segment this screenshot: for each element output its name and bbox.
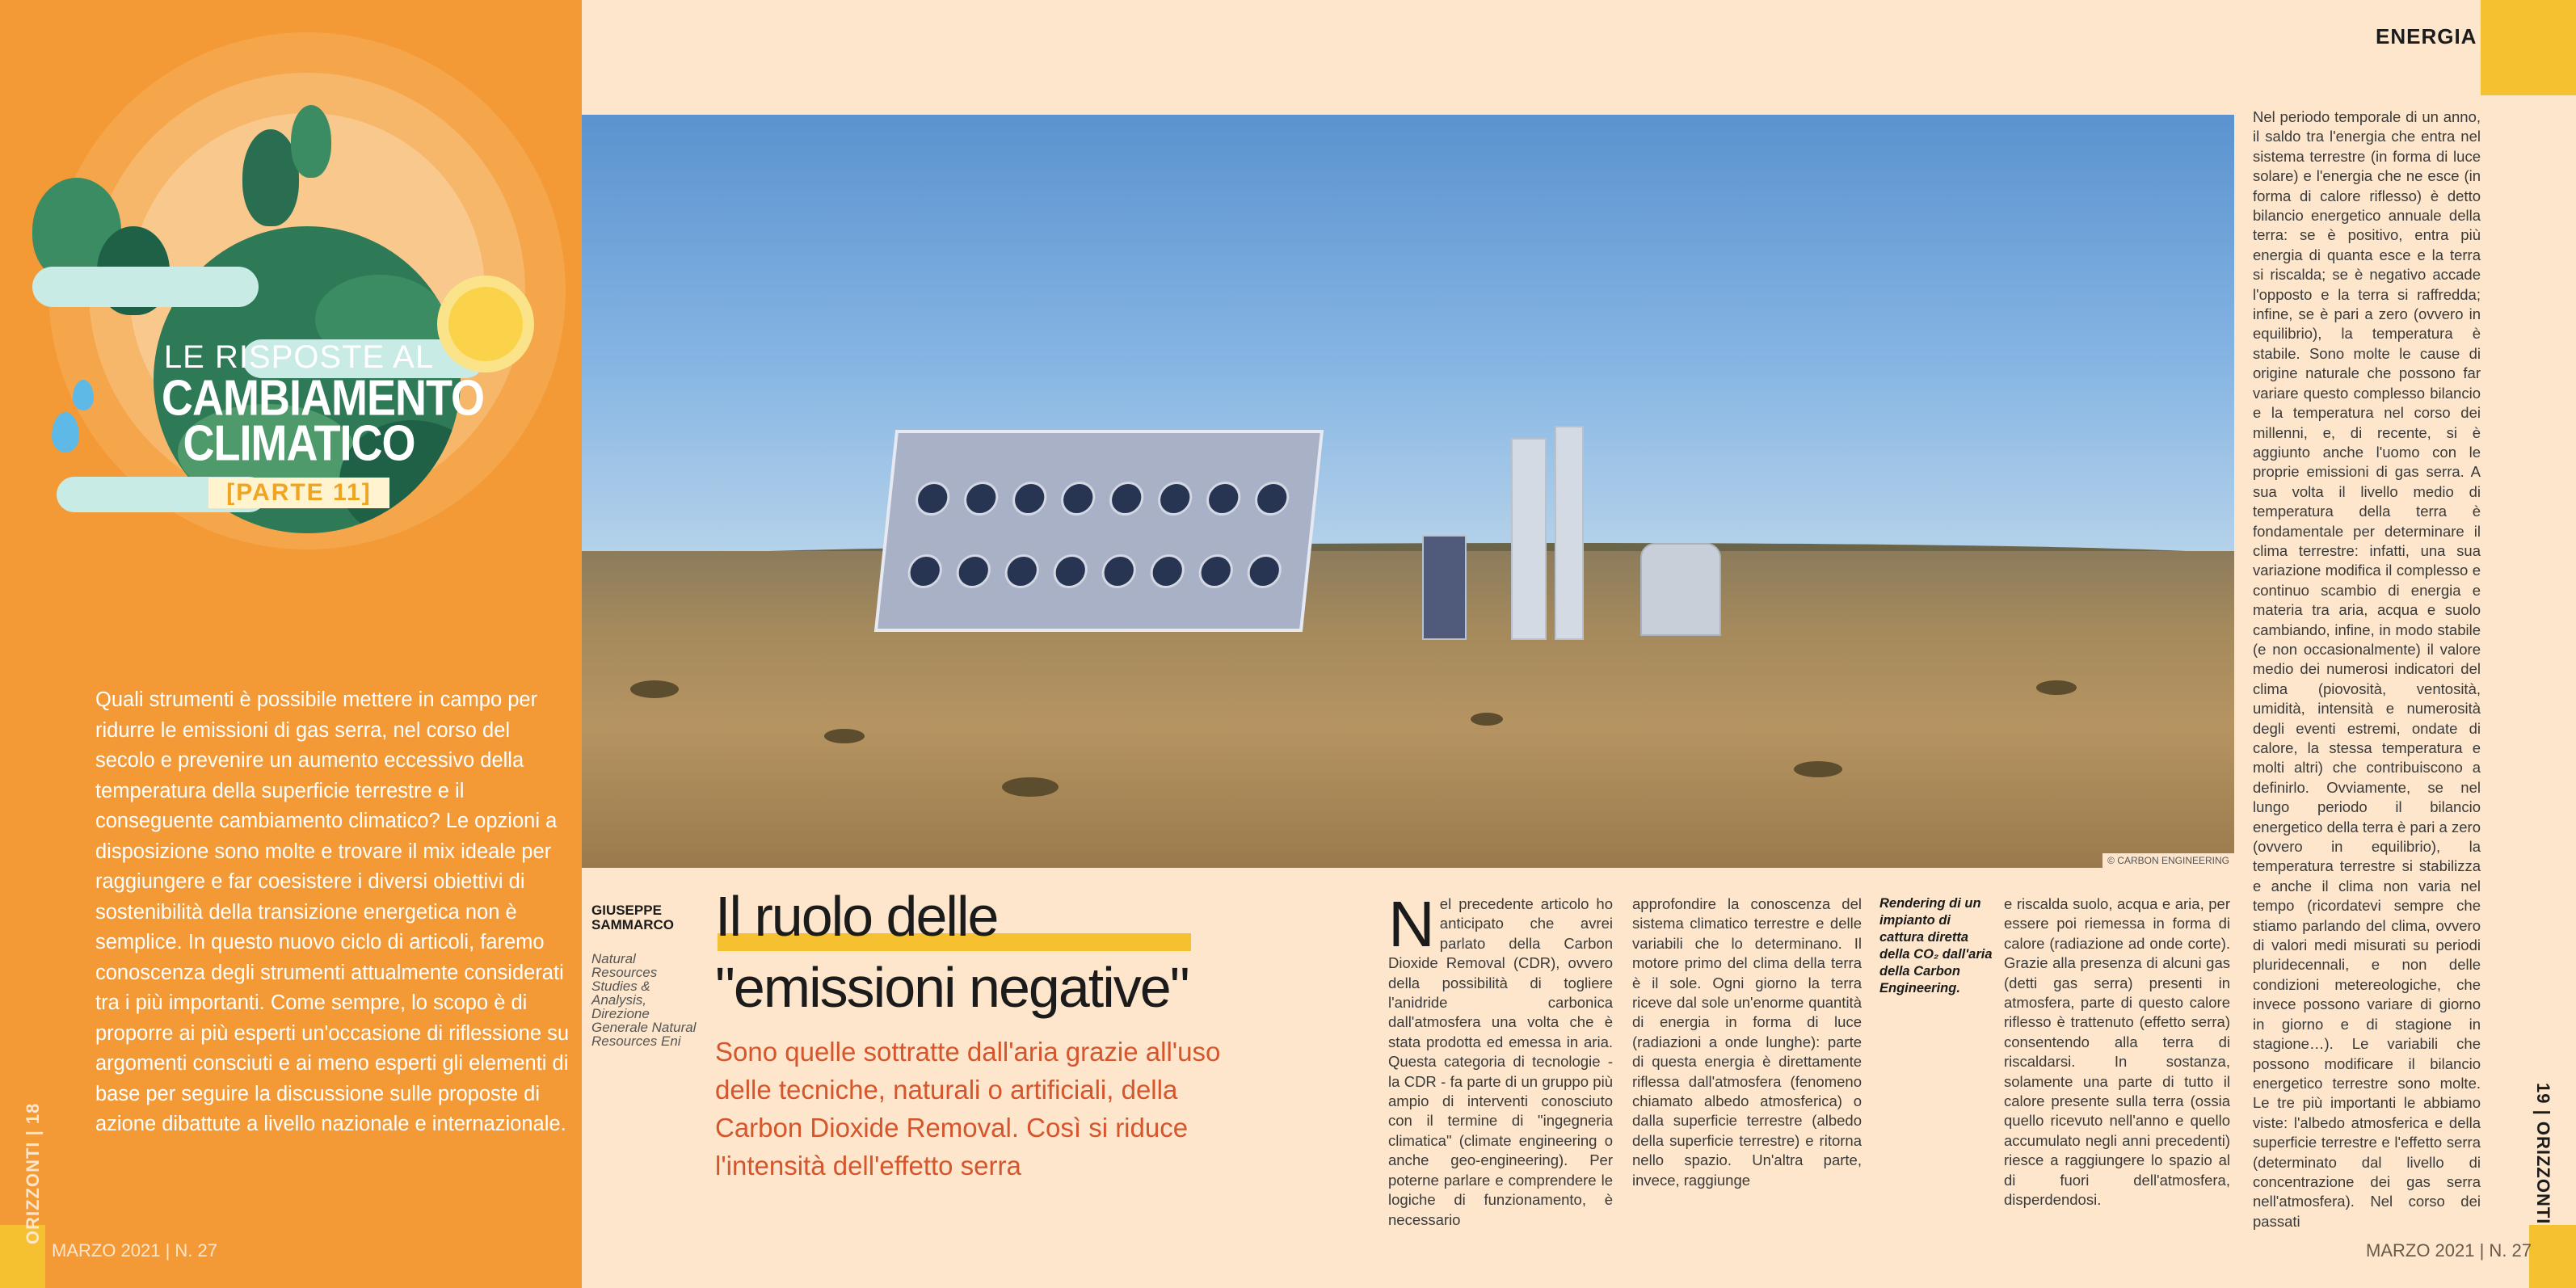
storage-tank bbox=[1640, 543, 1721, 636]
cloud-illustration bbox=[32, 267, 259, 307]
right-running-head: 19 | ORIZZONTI bbox=[2533, 1083, 2553, 1225]
drop-cap: N bbox=[1388, 888, 1435, 960]
article-column-2: approfondire la conoscenza del sistema climatico terrestre e delle variabili che lo determinano. Il motore primo del clima della terra è il sole. Ogni giorno la terra riceve dal sole un'enorme quantità di energia in forma di luce (radiazioni a onde lunghe): parte di questa energia è direttamente riflessa dall'atmosfera (fenomeno chiamato albedo atmosferica) o dalla superficie terrestre (albedo della superficie terrestre) e ritorna nello spazio. Un'altra parte, invece, raggiunge bbox=[1632, 895, 1862, 1189]
intro-paragraph: Quali strumenti è possibile mettere in campo per ridurre le emissioni di gas serra, nel corso del secolo e prevenire un aumento eccessivo della temperatura della superficie terrestre e il conseguente cambiamento climatico? Le opzioni a disposizione sono molte e trovare il mix ideale per raggiungere e far coesistere i diversi obiettivi di sostenibilità della transizione energetica non è semplice. In questo nuovo ciclo di articoli, faremo conoscenza degli strumenti attualmente considerati tra i più importanti. Come sempre, lo scopo è di proporre ai più esperti un'occasione di riflessione su argomenti consciuti e ai meno esperti gli elementi di base per seguire la discussione sulle proposte di azione dibattute a livello nazionale e internazionale. bbox=[95, 688, 570, 1135]
author-name: GIUSEPPE SAMMARCO bbox=[591, 903, 674, 932]
headline-line1: Il ruolo delle bbox=[715, 885, 998, 948]
series-part-label: [PARTE 11] bbox=[208, 478, 389, 508]
process-tower bbox=[1511, 438, 1547, 640]
series-title-line1: LE RISPOSTE AL bbox=[163, 339, 435, 375]
column-text: el precedente articolo ho anticipato che avrei parlato della Carbon Dioxide Removal (CDR), ovvero della possibilità di togliere l'anidride carbonica dall'atmosfera una volta che è stata prodotta ed emessa in aria. Questa categoria di tecnologie - la CDR - fa parte di un gruppo più ampio di interventi conosciuto con il termine di "ingegneria climatica" (climate engineering o anche geo-engineering). Per poterne parlare e comprendere le logiche di funzionamento, è necessario bbox=[1388, 895, 1613, 1228]
article-headline bbox=[715, 881, 1189, 1023]
right-footer: MARZO 2021 | N. 27 bbox=[2366, 1240, 2532, 1261]
section-label: ENERGIA bbox=[2376, 24, 2477, 48]
section-tab bbox=[2481, 0, 2576, 95]
series-badge bbox=[162, 339, 484, 508]
article-column-4: Nel periodo temporale di un anno, il saldo tra l'energia che entra nel sistema terrestre (in forma di luce solare) e l'energia che ne esce (in forma di calore riflesso) è detto bilancio energetico annuale della terra: se è positivo, entra più energia di quanta esce e la terra si riscalda; se è negativo accade l'opposto e la terra si raffredda; infine, se è pari a zero (ovvero in equilibrio), la temperatura è stabile. Sono molte le cause di origine naturale che possono far variare questo complesso bilancio e la temperatura nel corso dei millenni, e, di recente, si è aggiunto anche l'uomo con le proprie emissioni di gas serra. A sua volta il livello medio di temperatura della terra è fondamentale per determinare il clima terrestre: infatti, una sua variazione modifica il complesso e continuo scambio di energia e materia tra aria, acqua e suolo cambiando, infine, in modo stabile (e non occasionalmente) il valore medio dei numerosi indicatori del clima (piovosità, ventosità, umidità, intensità e numerosità degli eventi estremi, ondate di calore, la stessa temperatura e molti altri) che contribuiscono a definirlo. Ovviamente, se nel lungo periodo il bilancio energetico della terra è pari a zero (ovvero in equilibrio), la temperatura terrestre si stabilizza e anche il clima non varia nel tempo (ricordatevi sempre che stiamo parlando del clima, ovvero di valori medi misurati su periodi pluridecennali, e non delle condizioni metereologiche, che invece possono variare di giorno in giorno e di stagione in stagione…). Le variabili che possono modificare il bilancio energetico terrestre sono molte. Le tre più importanti le abbiamo viste: l'albedo atmosferica e della superficie terrestre e l'effetto serra (determinato dal livello di concentrazione dei gas serra nell'atmosfera). Nel corso dei passati bbox=[2253, 108, 2481, 1230]
plant-photo bbox=[582, 115, 2234, 868]
water-drop-icon bbox=[52, 412, 79, 452]
left-footer: MARZO 2021 | N. 27 bbox=[52, 1240, 218, 1261]
capture-building bbox=[874, 430, 1324, 632]
photo-credit: © CARBON ENGINEERING bbox=[2102, 853, 2234, 868]
left-page-panel bbox=[0, 0, 582, 1288]
photo-ground bbox=[582, 551, 2234, 868]
photo-caption: Rendering di un impianto di cattura diretta della CO₂ dall'aria della Carbon Engineering. bbox=[1879, 896, 1993, 995]
series-title-line3: CLIMATICO bbox=[183, 415, 415, 472]
process-tower bbox=[1422, 535, 1467, 640]
article-column-3: e riscalda suolo, acqua e aria, per essere poi riemessa in forma di calore (radiazione ad onde corte). Grazie alla presenza di alcuni gas (detti gas serra) presenti in atmosfera, parte di questo calore riflesso è trattenuto (effetto serra) consentendo alla terra di riscaldarsi. In sostanza, solamente una parte di tutto il calore presente sulla terra (ossia quello ricevuto nell'anno e quello accumulato negli anni precedenti) riesce a raggiungere lo spazio al di fuori dell'atmosfera, disperdendosi. bbox=[2004, 895, 2230, 1209]
author-affiliation: Natural Resources Studies & Analysis, Direzione Generale Natural Resources Eni bbox=[591, 951, 697, 1049]
series-title-line2: CAMBIAMENTO bbox=[162, 370, 484, 427]
sun-illustration bbox=[448, 287, 523, 361]
headline-line2: "emissioni negative" bbox=[715, 956, 1189, 1019]
tree-illustration bbox=[291, 105, 331, 178]
process-tower bbox=[1555, 426, 1584, 640]
article-column-1 bbox=[1388, 888, 1613, 1230]
left-running-head: ORIZZONTI | 18 bbox=[23, 1102, 43, 1244]
photo-sky bbox=[582, 115, 2234, 567]
article-subhead: Sono quelle sottratte dall'aria grazie all'uso delle tecniche, naturali o artificiali, della Carbon Dioxide Removal. Così si riduce l'intensità dell'effetto serra bbox=[715, 1037, 1221, 1181]
water-drop-icon bbox=[73, 380, 94, 410]
